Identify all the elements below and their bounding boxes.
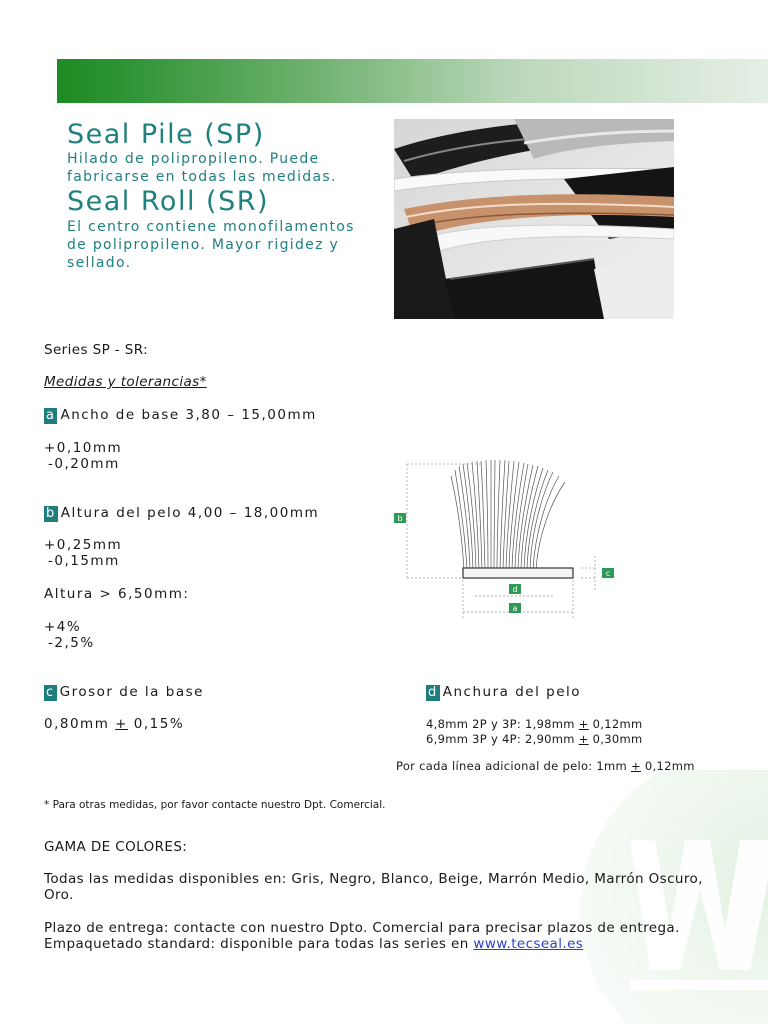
seal-dimension-diagram (385, 452, 625, 632)
tolerances-subheading: Medidas y tolerancias* (44, 374, 207, 390)
dimension-b-label: Altura del pelo 4,00 – 18,00mm (60, 505, 320, 521)
seal-pile-desc-line2: fabricarse en todas las medidas. (67, 169, 337, 185)
colors-text-line1: Todas las medidas disponibles en: Gris, Negro, Blanco, Beige, Marrón Medio, Marrón Oscuro, (44, 871, 703, 887)
dimension-d-additional-tol: 0,12mm (640, 759, 695, 773)
dimension-b-marker: b (46, 506, 56, 521)
dimension-d-row1-tol: 0,12mm (588, 717, 643, 731)
dimension-c-value-main: 0,80mm (44, 716, 116, 732)
dimension-c-label: Grosor de la base (59, 684, 204, 700)
svg-text:b: b (397, 514, 403, 523)
seal-strips-illustration (394, 119, 674, 319)
diagram-marker-d (509, 584, 521, 594)
svg-text:c: c (605, 569, 611, 578)
dimension-d-row2 (426, 732, 642, 747)
seal-roll-desc-line2: de polipropileno. Mayor rigidez y (67, 237, 340, 253)
diagram-marker-b (394, 513, 406, 523)
dimension-a-tol-plus: +0,10mm (44, 440, 123, 456)
dimension-a-row (44, 407, 317, 424)
delivery-line: Plazo de entrega: contacte con nuestro Dpto. Comercial para precisar plazos de entrega. (44, 920, 680, 936)
seal-roll-desc-line1: El centro contiene monofilamentos (67, 219, 355, 235)
diagram-marker-a (509, 603, 521, 613)
dimension-d-marker: d (428, 685, 438, 700)
dimension-d-row1-text: 4,8mm 2P y 3P: 1,98mm (426, 717, 579, 731)
seal-pile-desc-line1: Hilado de polipropileno. Puede (67, 151, 320, 167)
dimension-a-label: Ancho de base 3,80 – 15,00mm (60, 407, 317, 423)
dimension-c-row (44, 684, 204, 701)
dimension-b-tol-minus: -0,15mm (48, 553, 120, 569)
dimension-a-tol-minus: -0,20mm (48, 456, 120, 472)
plus-minus-symbol: + (578, 717, 589, 731)
company-logo-watermark (560, 770, 768, 1024)
footnote: * Para otras medidas, por favor contacte nuestro Dpt. Comercial. (44, 799, 386, 811)
colors-heading: GAMA DE COLORES: (44, 839, 188, 855)
dimension-c-value-tail: 0,15% (127, 716, 185, 732)
dimension-d-row2-tol: 0,30mm (588, 732, 643, 746)
dimension-b-extra-plus: +4% (44, 619, 82, 635)
dimension-c-marker: c (46, 685, 55, 700)
seal-roll-title: Seal Roll (SR) (67, 186, 269, 217)
dimension-d-row1 (426, 717, 642, 732)
dimension-a-marker: a (46, 408, 56, 423)
colors-text-line2: Oro. (44, 887, 74, 903)
seal-roll-desc-line3: sellado. (67, 255, 132, 271)
header-gradient-bar (57, 59, 768, 103)
dimension-d-additional-text: Por cada línea adicional de pelo: 1mm (396, 759, 631, 773)
plus-minus-symbol: + (115, 716, 128, 732)
product-photo (394, 119, 674, 319)
seal-base-drawing (463, 568, 573, 578)
dimension-c-value (44, 716, 184, 733)
dimension-d-label: Anchura del pelo (442, 684, 582, 700)
seal-pile-title: Seal Pile (SP) (67, 119, 265, 150)
dimension-b-row (44, 505, 319, 522)
packaging-line (44, 936, 583, 953)
diagram-marker-c (602, 568, 614, 578)
dimension-d-row2-text: 6,9mm 3P y 4P: 2,90mm (426, 732, 579, 746)
bristles-drawing (451, 460, 565, 570)
dimension-d-row (426, 684, 581, 701)
svg-text:d: d (512, 585, 518, 594)
dimension-b-extra-minus: -2,5% (48, 635, 95, 651)
plus-minus-symbol: + (631, 759, 641, 773)
website-link[interactable]: www.tecseal.es (473, 936, 584, 952)
dimension-b-tol-plus: +0,25mm (44, 537, 123, 553)
dimension-b-extra-label: Altura > 6,50mm: (44, 586, 190, 602)
series-label: Series SP - SR: (44, 342, 149, 358)
packaging-text: Empaquetado standard: disponible para todas las series en (44, 936, 474, 952)
plus-minus-symbol: + (578, 732, 589, 746)
svg-text:a: a (512, 604, 518, 613)
